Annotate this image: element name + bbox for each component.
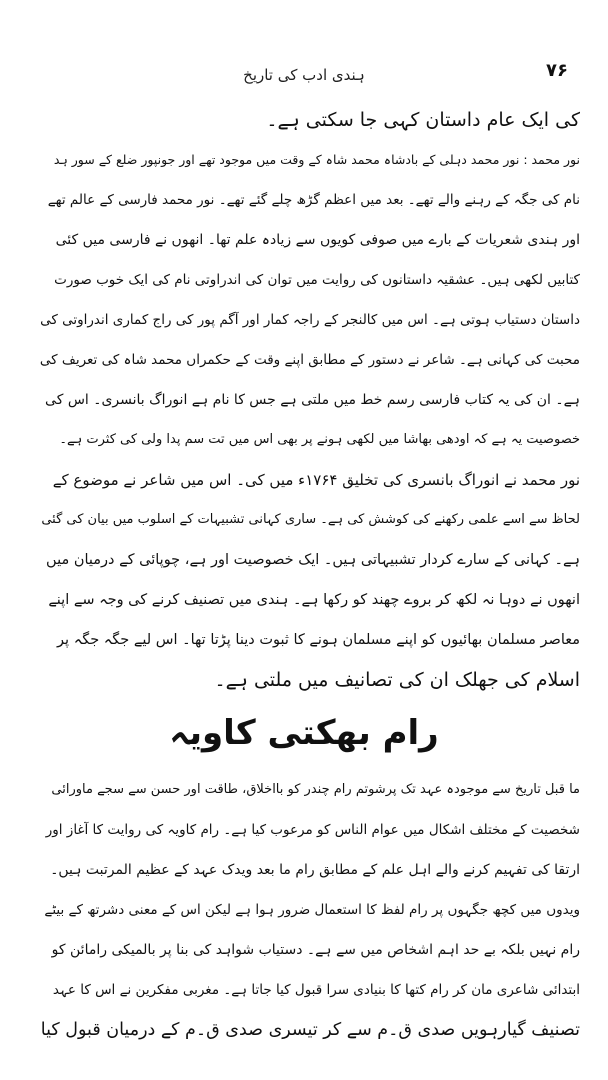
text-line: لحاظ سے اسے علمی رکھنے کی کوشش کی ہے۔ ساری کہانی تشبیہات کے اسلوب میں بیان کی گئی: [41, 512, 580, 527]
text-line: ہے۔ کہانی کے سارے کردار تشبیہاتی ہیں۔ ایک خصوصیت اور ہے، چوپائی کے درمیان میں: [46, 552, 580, 568]
text-line: رام نہیں بلکہ بے حد اہم اشخاص میں سے ہے۔ دستیاب شواہد کی بنا پر بالمیکی رامائن کو: [51, 942, 580, 958]
page-header: [40, 62, 568, 92]
text-line: ویدوں میں کچھ جگہوں پر رام لفظ کا استعمال ضرور ہوا ہے لیکن اس کے معنی دشرتھ کے بیٹے: [44, 902, 580, 918]
text-line: اسلام کی جھلک ان کی تصانیف میں ملتی ہے۔: [214, 669, 580, 691]
text-line: تصنیف گیارہویں صدی ق۔م سے کر تیسری صدی ق۔م کے درمیان قبول کیا: [40, 1020, 580, 1040]
paragraph-ram-bhakti: [40, 770, 580, 1050]
text-line: انھوں نے دوہا نہ لکھ کر بروے چھند کو رکھا ہے۔ ہندی میں تصنیف کرنے کی وجہ سے اپنے: [48, 592, 580, 608]
text-line: ہے۔ ان کی یہ کتاب فارسی رسم خط میں ملتی ہے جس کا نام ہے انوراگ بانسری۔ اس کی: [45, 392, 580, 408]
text-line: محبت کی کہانی ہے۔ شاعر نے دستور کے مطابق اپنے وقت کے حکمراں محمد شاہ کی تعریف کی: [40, 352, 580, 368]
text-line: ما قبل تاریخ سے موجودہ عہد تک پرشوتم رام چندر کو بااخلاق، طاقت اور حسن سے سجے ماورائی: [51, 782, 580, 797]
text-line: خصوصیت یہ ہے کہ اودھی بھاشا میں لکھی ہونے پر بھی اس میں تت سم پدا ولی کی کثرت ہے۔: [59, 432, 580, 447]
text-line: نام کی جگہ کے رہنے والے تھے۔ بعد میں اعظم گڑھ چلے گئے تھے۔ نور محمد فارسی کے عالم تھے: [47, 192, 580, 208]
text-line: نور محمد نے انوراگ بانسری کی تخلیق ۱۷۶۴ء میں کی۔ اس میں شاعر نے موضوع کے: [52, 471, 580, 489]
text-line: ارتقا کی تفہیم کرنے والے اہل علم کے مطابق رام ما بعد ویدک عہد کے عظیم المرتبت ہیں۔: [50, 862, 580, 878]
section-heading: رام بھکتی کاویہ: [169, 713, 439, 753]
text-line: معاصر مسلمان بھائیوں کو اپنے مسلمان ہونے کا ثبوت دینا پڑتا تھا۔ اس لیے جگہ جگہ پر: [57, 632, 580, 648]
text-line: داستان دستیاب ہوتی ہے۔ اس میں کالنجر کے راجہ کمار اور آگم پور کی راج کماری اندراوتی کی: [40, 312, 580, 328]
text-line: ابتدائی شاعری مان کر رام کتھا کا بنیادی سرا قبول کیا جاتا ہے۔ مغربی مفکرین نے اس کا عہد: [52, 982, 580, 998]
text-line: اور ہندی شعریات کے بارے میں صوفی کویوں سے زیادہ علم تھا۔ انھوں نے فارسی میں کئی: [55, 232, 580, 248]
page-number: ۷۶: [546, 60, 568, 81]
text-line: نور محمد : نور محمد دہلی کے بادشاہ محمد شاہ کے وقت میں موجود تھے اور جونپور ضلع کے سور ہد: [53, 152, 580, 167]
text-line: کتابیں لکھی ہیں۔ عشقیہ داستانوں کی روایت میں توان کی اندراوتی نام کی ایک خوب صورت: [54, 272, 580, 288]
running-title: ہندی ادب کی تاریخ: [243, 66, 365, 84]
paragraph-noor-muhammad: [40, 100, 580, 700]
text-line: کی ایک عام داستان کہی جا سکتی ہے۔: [266, 109, 580, 131]
text-line: شخصیت کے مختلف اشکال میں عوام الناس کو مرعوب کیا ہے۔ رام کاویہ کی روایت کا آغاز اور: [45, 822, 580, 838]
